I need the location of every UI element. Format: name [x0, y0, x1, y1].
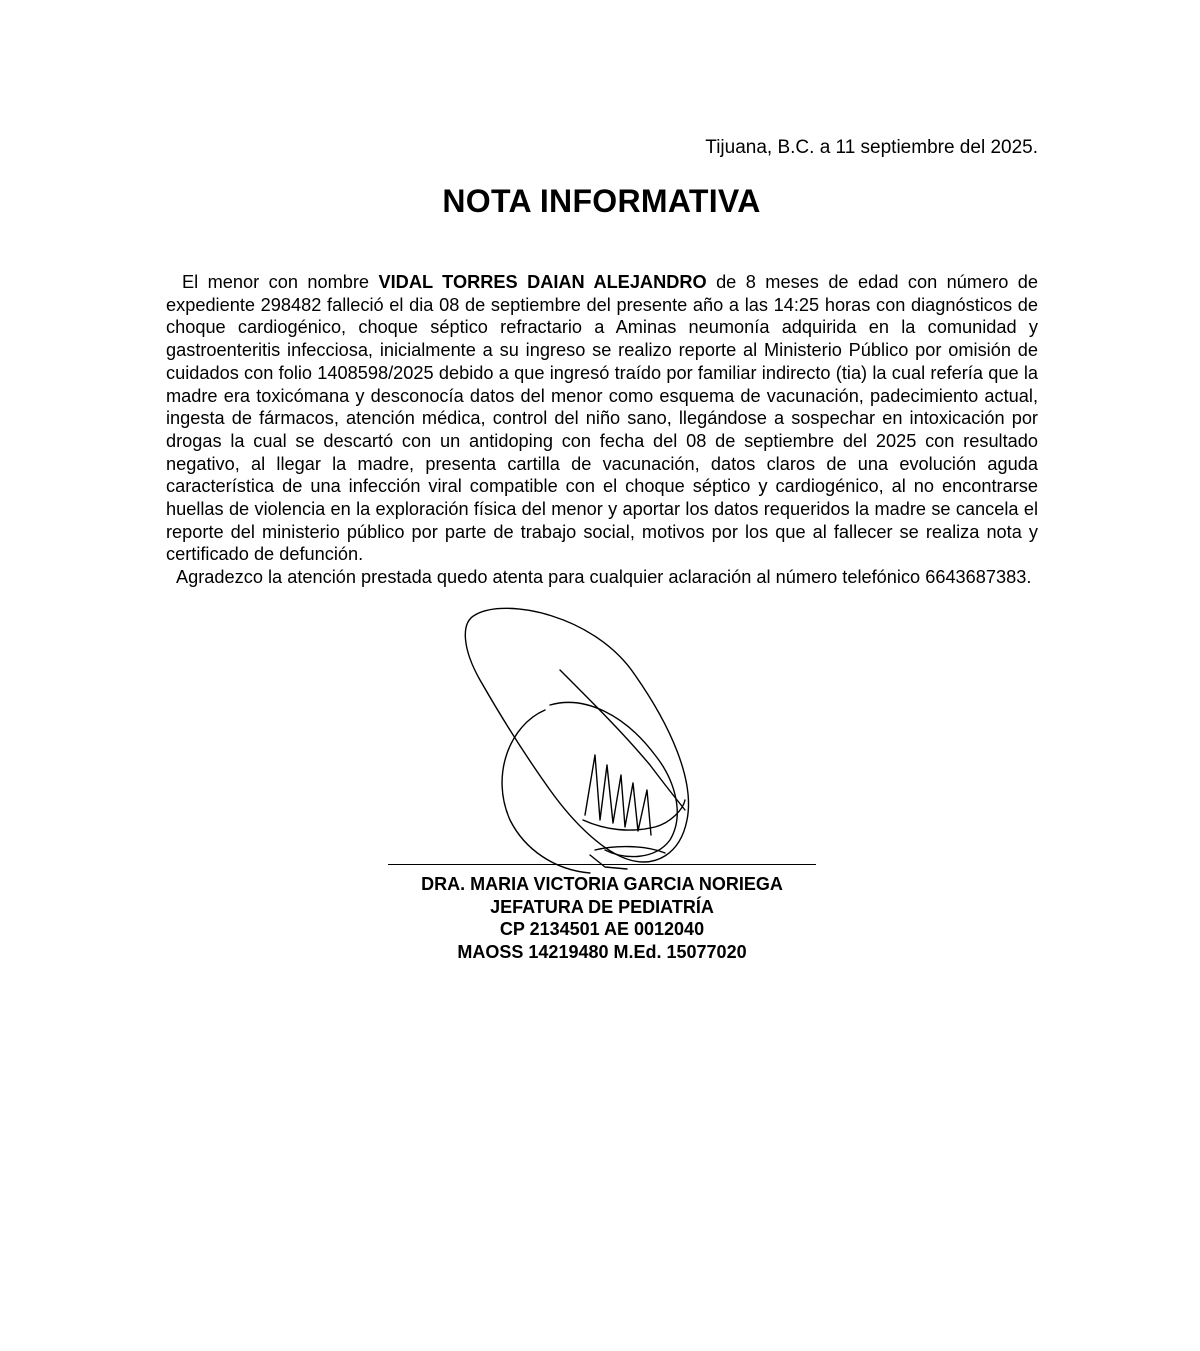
paragraph-thanks: Agradezco la atención prestada quedo atenta para cualquier aclaración al número telefónico 6643687383.: [176, 567, 1032, 588]
signer-block: [388, 873, 816, 963]
signer-name: DRA. MARIA VICTORIA GARCIA NORIEGA: [421, 874, 783, 894]
paragraph-main: [166, 271, 1038, 566]
handwritten-signature: [455, 605, 705, 875]
paragraph-lead: El menor con nombre: [182, 272, 379, 292]
signer-ids: MAOSS 14219480 M.Ed. 15077020: [457, 941, 747, 962]
paragraph-text: de 8 meses de edad con número de expediente 298482 falleció el dia 08 de septiembre del presente año a las 14:25 horas con diagnósticos de choque cardiogénico, choque séptico refractario a Aminas neumonía adquirida en la comunidad y gastroenteritis infecciosa, inicialmente a su ingreso se realizo reporte al Ministerio Público por omisión de cuidados con folio 1408598/2025 debido a que ingresó traído por familiar indirecto (tia) la cual refería que la madre era toxicómana y desconocía datos del menor como esquema de vacunación, padecimiento actual, ingesta de fármacos, atención médica, control del niño sano, llegándose a sospechar en intoxicación por drogas la cual se descartó con un antidoping con fecha del 08 de septiembre del 2025 con resultado negativo, al llegar la madre, presenta cartilla de vacunación, datos claros de una evolución aguda característica de una infección viral compatible con el choque séptico y cardiogénico, al no encontrarse huellas de violencia en la exploración física del menor y aportar los datos requeridos la madre se cancela el reporte del ministerio público por parte de trabajo social, motivos por los que al fallecer se realiza nota y certificado de defunción.: [166, 272, 1038, 565]
document-title: NOTA INFORMATIVA: [442, 183, 761, 219]
place-date: Tijuana, B.C. a 11 septiembre del 2025.: [705, 137, 1038, 158]
document-body: [166, 271, 1038, 589]
signer-position: JEFATURA DE PEDIATRÍA: [490, 896, 714, 917]
signer-license: CP 2134501 AE 0012040: [499, 919, 705, 940]
patient-name: VIDAL TORRES DAIAN ALEJANDRO: [378, 272, 707, 292]
signature-line: [388, 864, 816, 865]
